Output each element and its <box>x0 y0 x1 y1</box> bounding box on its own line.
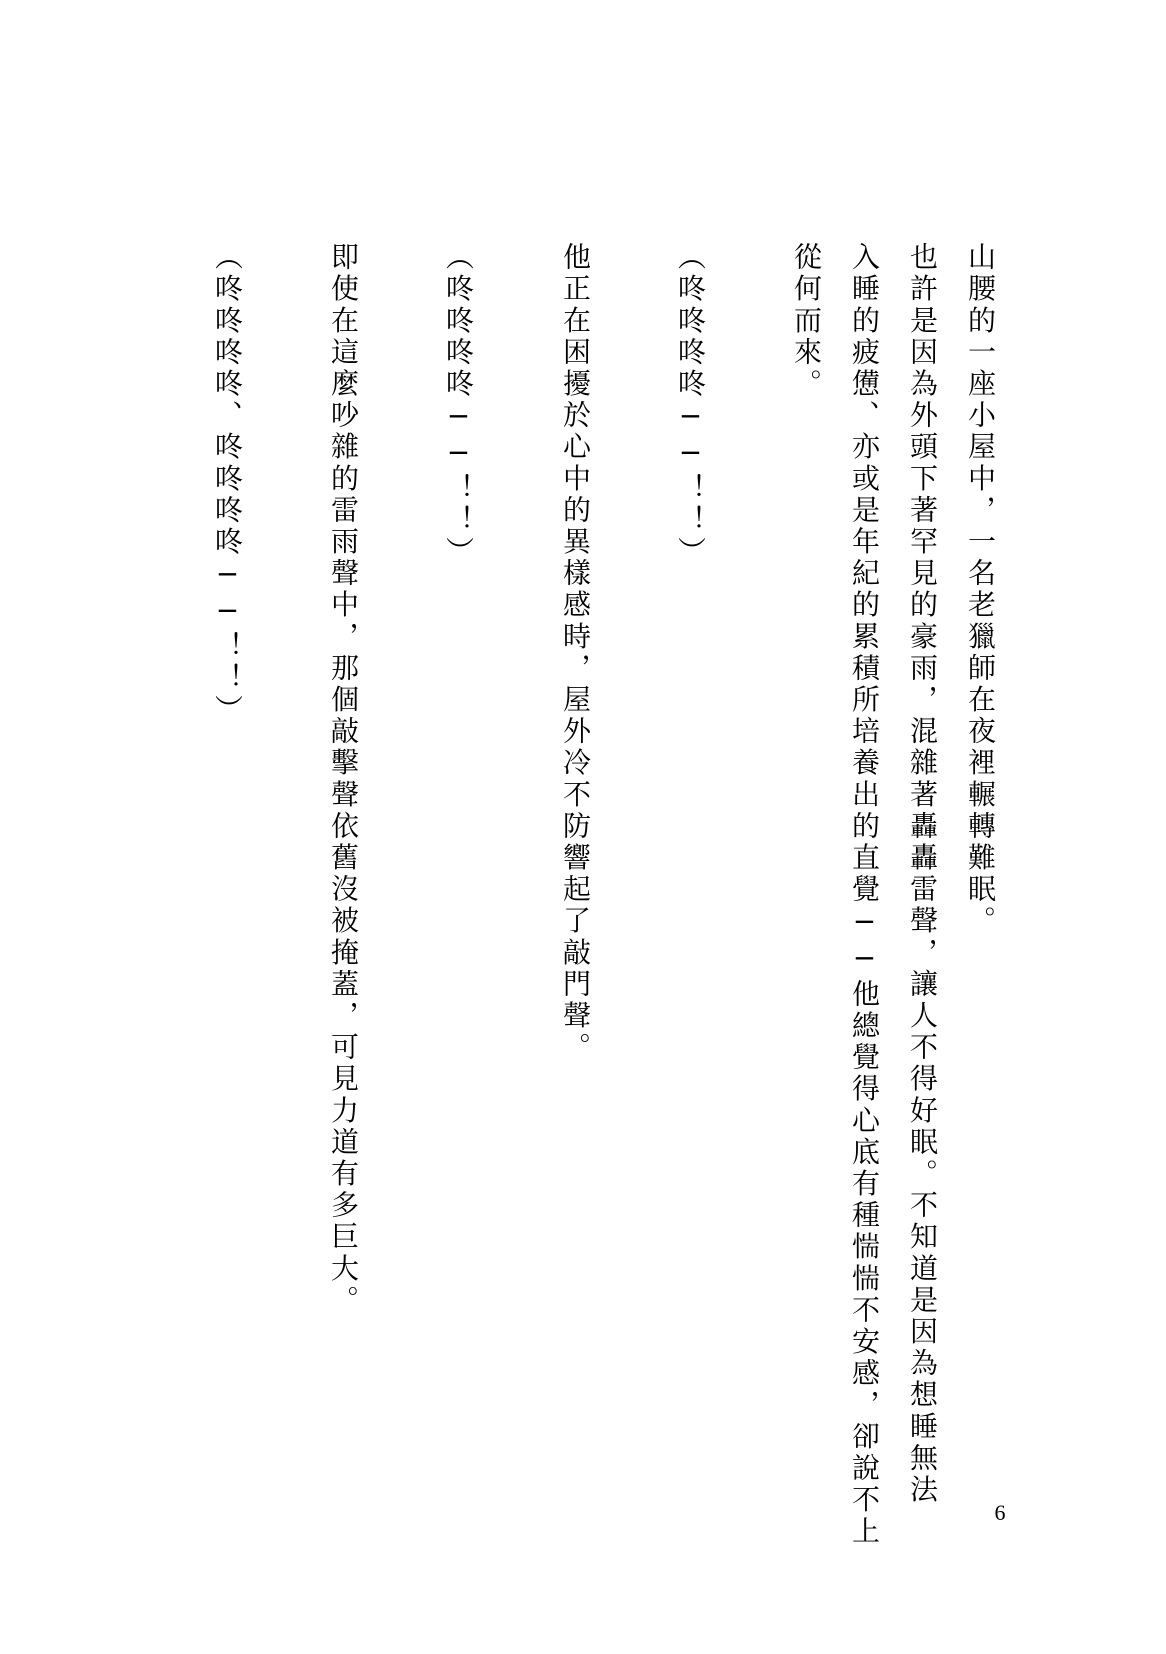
text-column-5: （咚咚咚咚──！！） <box>674 242 707 568</box>
text-column-1: 山腰的一座小屋中，一名老獵師在夜裡輾轉難眠。 <box>964 242 997 938</box>
text-column-6: 他正在困擾於心中的異樣感時，屋外冷不防響起了敲門聲。 <box>559 242 592 1064</box>
text-column-4: 從何而來。 <box>790 242 823 400</box>
text-column-2: 也許是因為外頭下著罕見的豪雨，混雜著轟轟雷聲，讓人不得好眠。不知道是因為想睡無法 <box>906 242 939 1506</box>
text-column-9: （咚咚咚咚、咚咚咚咚──！！） <box>211 242 244 726</box>
page-number: 6 <box>994 1500 1006 1525</box>
text-column-8: 即使在這麼吵雜的雷雨聲中，那個敲擊聲依舊沒被掩蓋，可見力道有多巨大。 <box>327 242 360 1317</box>
text-column-3: 入睡的疲憊、亦或是年紀的累積所培養出的直覺──他總覺得心底有種惴惴不安感，卻說不上 <box>848 242 881 1548</box>
text-column-7: （咚咚咚咚──！！） <box>442 242 475 568</box>
